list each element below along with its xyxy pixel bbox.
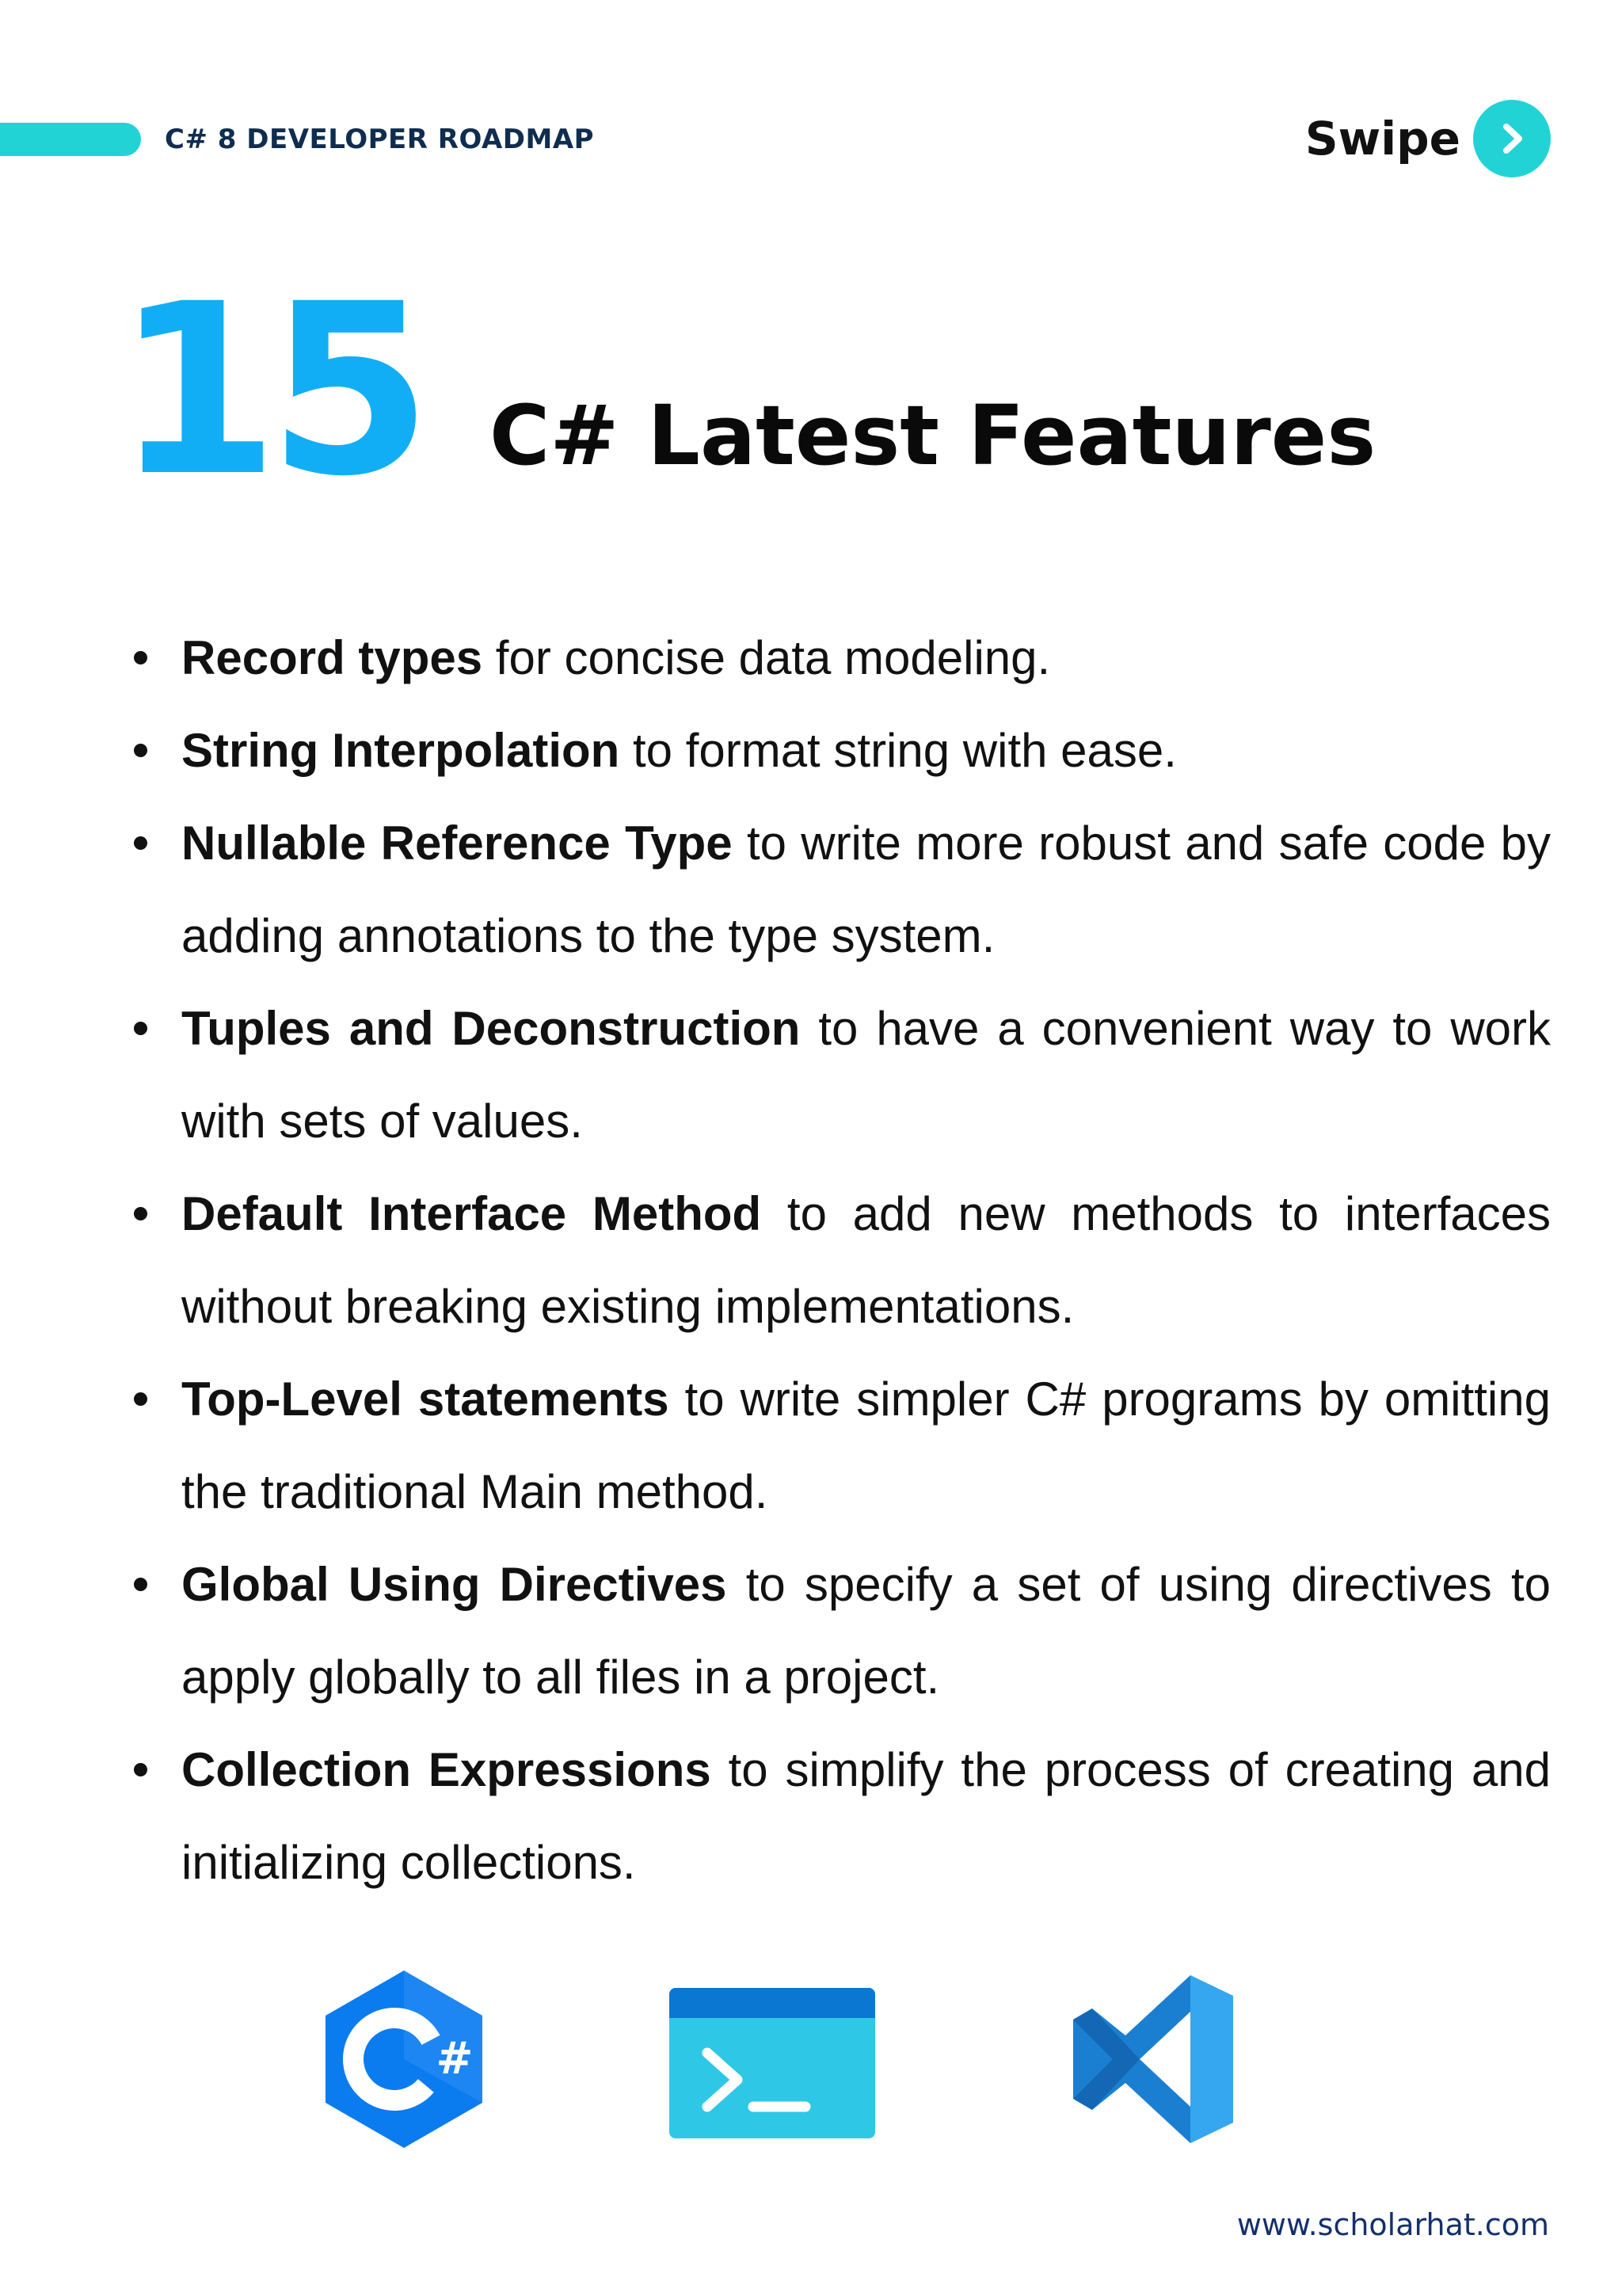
feature-description: to format string with ease.	[619, 724, 1177, 777]
feature-name: Tuples and Deconstruction	[181, 1002, 801, 1055]
feature-item	[131, 611, 1551, 704]
swipe-label: Swipe	[1304, 112, 1460, 166]
feature-item	[131, 704, 1551, 797]
feature-description: to write simpler C# programs by omitting the traditional Main method.	[181, 1373, 1551, 1518]
feature-name: Default Interface Method	[181, 1187, 762, 1240]
svg-text:#: #	[436, 2033, 474, 2085]
chevron-right-icon	[1473, 100, 1551, 177]
feature-description: to specify a set of using directives to apply globally to all files in a project.	[181, 1558, 1551, 1704]
feature-item	[131, 797, 1551, 982]
feature-name: Record types	[181, 631, 483, 684]
csharp-logo-icon	[309, 1964, 499, 2154]
feature-item	[131, 1353, 1551, 1538]
feature-item	[131, 1538, 1551, 1723]
feature-name: Top-Level statements	[181, 1373, 669, 1426]
feature-item	[131, 1167, 1551, 1353]
headline-number: 15	[115, 253, 421, 528]
logo-row	[0, 1964, 1622, 2170]
feature-name: Global Using Directives	[181, 1558, 727, 1611]
page-title: C# Latest Features	[489, 387, 1376, 484]
feature-item	[131, 982, 1551, 1167]
feature-name: String Interpolation	[181, 724, 620, 777]
feature-description: to have a convenient way to work with sets of values.	[181, 1002, 1551, 1148]
feature-name: Nullable Reference Type	[181, 817, 733, 870]
feature-item	[131, 1723, 1551, 1909]
feature-list	[131, 611, 1551, 1909]
terminal-icon	[669, 1964, 859, 2154]
accent-bar	[0, 123, 141, 156]
feature-name: Collection Expressions	[181, 1743, 711, 1796]
series-title: C# 8 DEVELOPER ROADMAP	[165, 124, 595, 155]
swipe-button[interactable]	[1305, 99, 1551, 178]
vscode-logo-icon	[1057, 1964, 1247, 2154]
feature-description: to add new methods to interfaces without breaking existing implementations.	[181, 1187, 1552, 1333]
footer-url[interactable]: www.scholarhat.com	[1236, 2207, 1549, 2242]
feature-description: to simplify the process of creating and initializing collections.	[181, 1743, 1552, 1889]
feature-description: to write more robust and safe code by adding annotations to the type system.	[181, 817, 1551, 962]
feature-description: for concise data modeling.	[482, 631, 1051, 684]
